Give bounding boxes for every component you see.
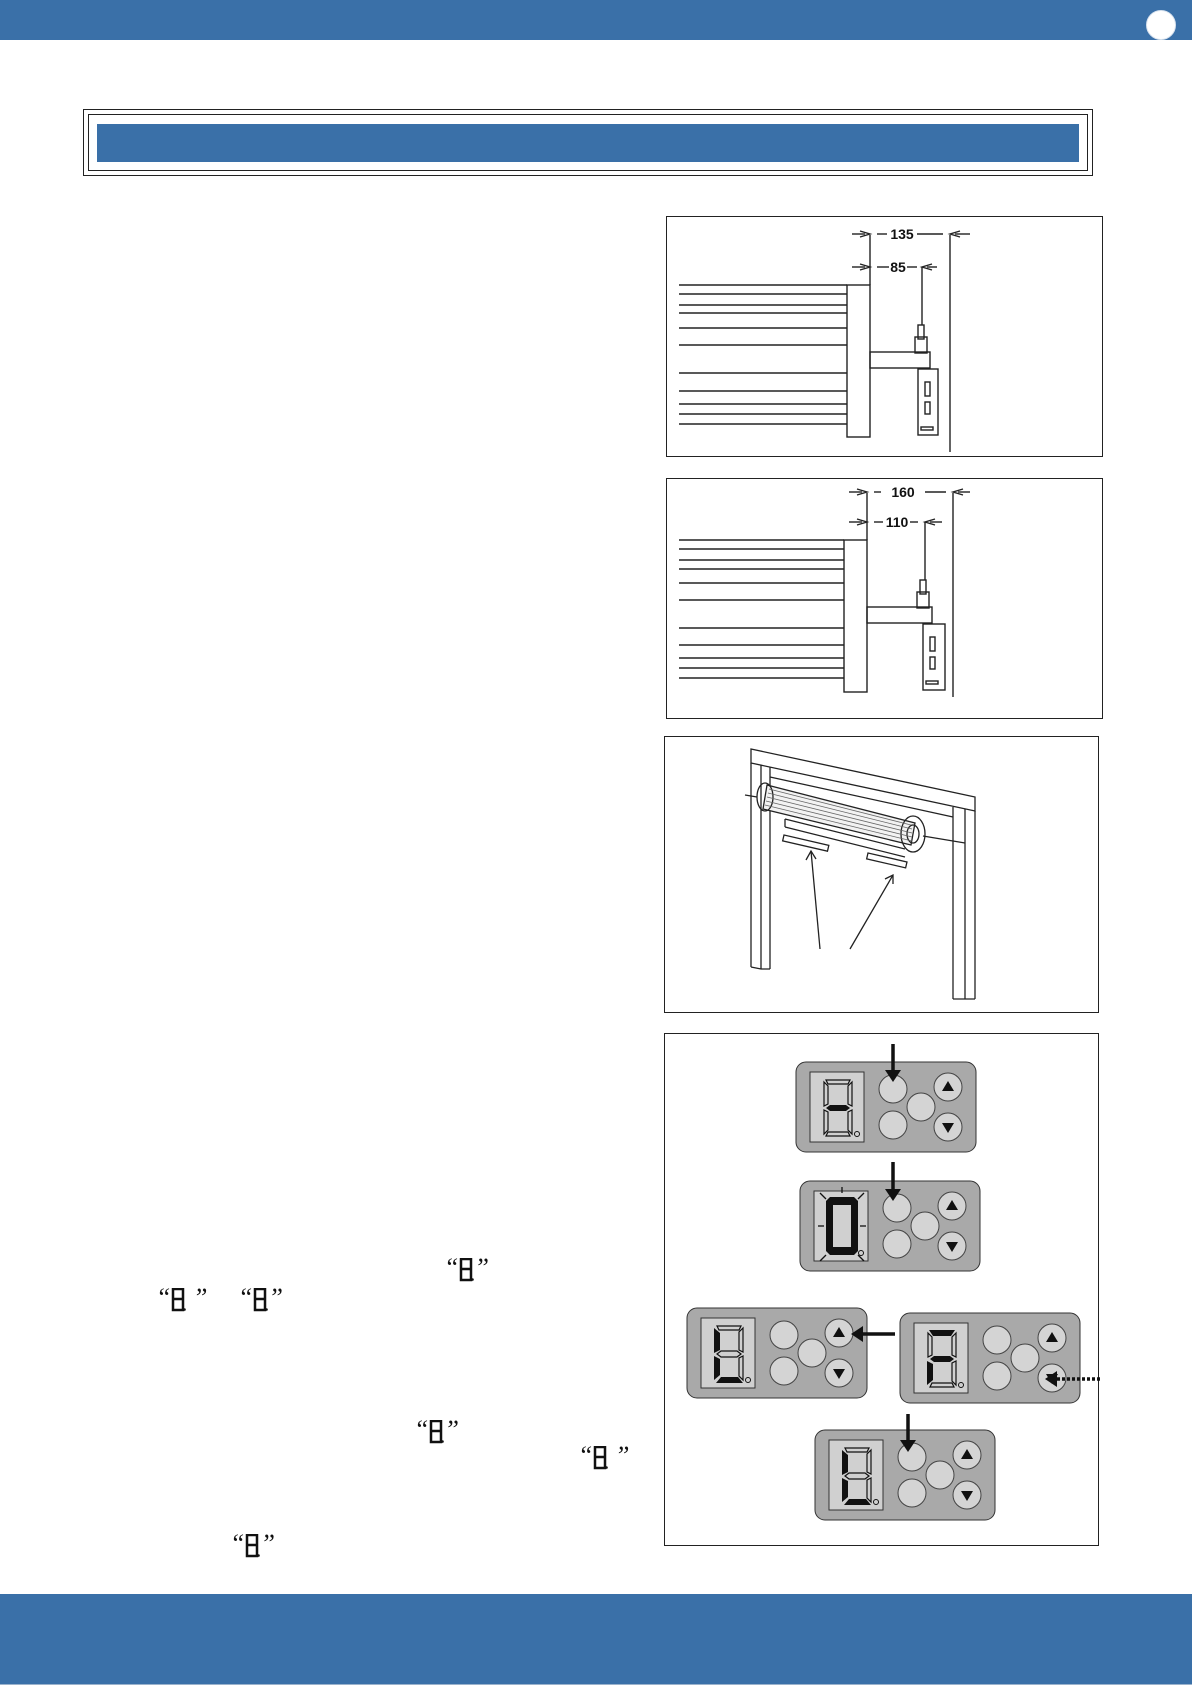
inline-digit-symbol: “ ” [156, 1283, 208, 1312]
keypad-step-4 [900, 1312, 1080, 1403]
keypad-step-1 [796, 1061, 976, 1152]
page-number-badge [1146, 10, 1176, 40]
mounting-diagram-1 [667, 217, 1104, 458]
seven-segment-digit-icon [170, 1288, 186, 1312]
seven-segment-digit-icon [252, 1288, 268, 1312]
inline-digit-symbol: “ ” [414, 1415, 459, 1444]
inline-digit-symbol: “ ” [238, 1283, 283, 1312]
figure-mounting-1 [666, 216, 1103, 457]
roller-shutter-illustration [665, 737, 1100, 1014]
keypad-digit: 0 [800, 1181, 801, 1182]
keypad-digit: L [815, 1430, 816, 1431]
dimension-label-outer: 160 [891, 484, 915, 500]
keypad-digit: r [900, 1313, 901, 1314]
keypad-step-3 [687, 1307, 867, 1398]
seven-segment-digit-icon [244, 1534, 260, 1558]
figure-roller-shutter [664, 736, 1099, 1013]
mounting-diagram-2 [667, 479, 1104, 720]
dimension-label-outer: 135 [890, 226, 914, 242]
header-bar [0, 0, 1192, 40]
section-title-band [97, 124, 1079, 162]
seven-segment-digit-icon [458, 1258, 474, 1282]
inline-digit-symbol: “ ” [230, 1529, 275, 1558]
inline-digit-symbol: “ ” [444, 1253, 489, 1282]
keypad-sequence-diagram [665, 1034, 1100, 1547]
inline-digit-symbol: “ ” [578, 1441, 630, 1470]
dimension-label-inner: 110 [885, 514, 909, 530]
keypad-digit: L [687, 1308, 688, 1309]
figure-mounting-2 [666, 478, 1103, 719]
keypad-digit: - [796, 1062, 797, 1063]
dimension-label-inner: 85 [890, 259, 906, 275]
figure-keypad-sequence [664, 1033, 1099, 1546]
seven-segment-digit-icon [428, 1420, 444, 1444]
seven-segment-digit-icon [592, 1446, 608, 1470]
footer-bar [0, 1594, 1192, 1685]
